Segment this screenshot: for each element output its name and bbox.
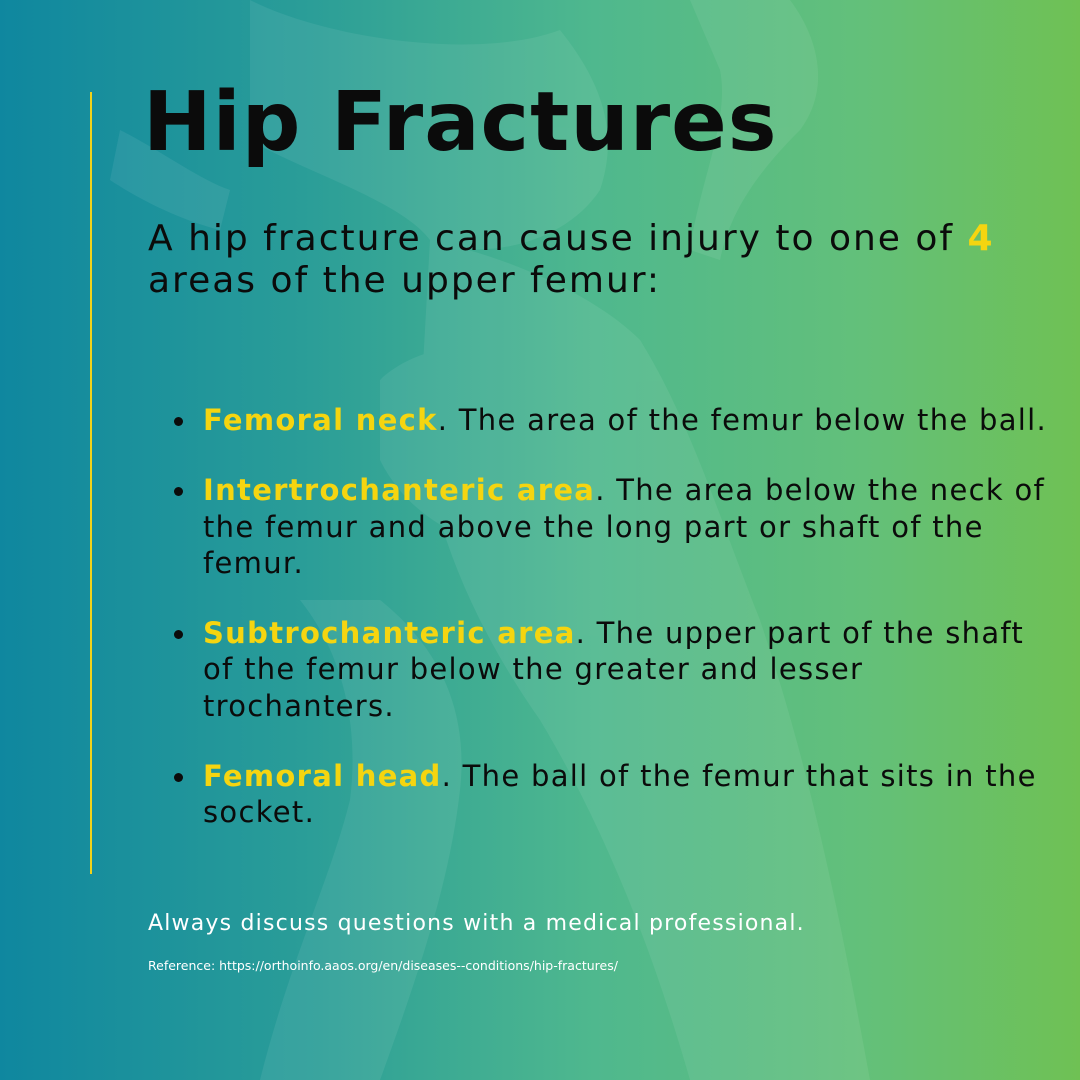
- area-term: Intertrochanteric area: [203, 473, 596, 508]
- medical-disclaimer: Always discuss questions with a medical professional.: [148, 911, 805, 936]
- list-item-femoral-head: [203, 758, 1048, 831]
- intro-area-count: 4: [967, 218, 995, 259]
- accent-divider-line: [90, 92, 92, 874]
- list-item-subtrochanteric-area: [203, 615, 1048, 724]
- area-term: Subtrochanteric area: [203, 616, 576, 650]
- bullet-dot-icon: [174, 773, 183, 782]
- intro-text: [148, 218, 1028, 303]
- area-description: . The ball of the femur that sits in the socket.: [203, 758, 1037, 829]
- intro-text-start: A hip fracture can cause injury to one of: [148, 218, 968, 259]
- intro-text-end: areas of the upper femur:: [148, 260, 662, 302]
- area-description: . The area below the neck of the femur and above the long part or shaft of the femur.: [203, 473, 1045, 580]
- reference-link[interactable]: Reference: https://orthoinfo.aaos.org/en/diseases--conditions/hip-fractures/: [148, 958, 618, 973]
- bullet-dot-icon: [174, 630, 183, 639]
- area-term: Femoral head: [203, 758, 442, 793]
- bullet-dot-icon: [174, 487, 183, 496]
- femur-areas-list: [203, 402, 1048, 864]
- list-item-intertrochanteric-area: [203, 472, 1048, 581]
- page-title: Hip Fractures: [143, 75, 778, 170]
- area-description: . The upper part of the shaft of the femur below the greater and lesser trochanters.: [203, 616, 1025, 723]
- area-term: Femoral neck: [203, 403, 438, 437]
- bullet-dot-icon: [174, 417, 183, 426]
- area-description: . The area of the femur below the ball.: [437, 403, 1048, 437]
- list-item-femoral-neck: [203, 402, 1048, 438]
